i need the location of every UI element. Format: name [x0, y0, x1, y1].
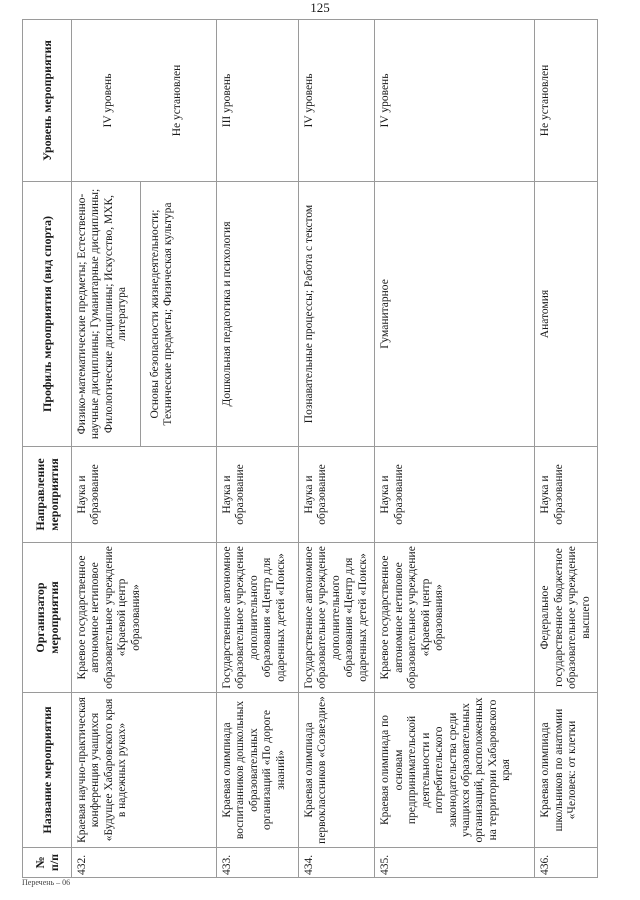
row-number: 432.: [72, 848, 217, 878]
event-profile: Анатомия: [535, 182, 598, 447]
event-profile-part-1: Физико-математические предметы; Естественно-научные дисциплины; Гуманитарные дисциплины; Филологические дисциплины; Искусство, МХК, литература: [76, 188, 129, 440]
event-profile: [72, 182, 217, 447]
header-num: № п/п: [23, 848, 72, 878]
table-header-row: [23, 20, 72, 878]
table-row: [375, 20, 535, 878]
event-name: Краевая олимпиада воспитанников дошкольных образовательных организаций «По дороге знаний»: [217, 693, 299, 848]
event-level: Не установлен: [535, 20, 598, 182]
event-level: IV уровень: [375, 20, 535, 182]
event-direction: Наука и образование: [375, 447, 535, 543]
row-number: 433.: [217, 848, 299, 878]
event-direction: Наука и образование: [535, 447, 598, 543]
event-organizer: Государственное автономное образовательное учреждение дополнительного образования «Центр для одаренных детей «Поиск»: [217, 543, 299, 693]
footer-note: Перечень – 06: [22, 878, 71, 887]
event-profile-part-2: Основы безопасности жизнедеятельности; Технические предметы; Физическая культура: [140, 182, 176, 446]
event-name: Краевая олимпиада по основам предпринимательской деятельности и потребительского законодательства среди учащихся образовательных организаций, расположенных на территории Хабаровского края: [375, 693, 535, 848]
event-level: IV уровень: [299, 20, 375, 182]
row-number: 436.: [535, 848, 598, 878]
event-name: Краевая олимпиада школьников по анатомии «Человек: от клетки: [535, 693, 598, 848]
event-level: [72, 20, 217, 182]
table-row: [535, 20, 598, 878]
header-direction: Направление мероприятия: [23, 447, 72, 543]
event-organizer: Государственное автономное образовательное учреждение дополнительного образования «Центр для одаренных детей «Поиск»: [299, 543, 375, 693]
event-direction: Наука и образование: [72, 447, 217, 543]
event-profile: Дошкольная педагогика и психология: [217, 182, 299, 447]
event-level-part-2: Не установлен: [171, 64, 184, 137]
table-row: [72, 20, 217, 878]
event-direction: Наука и образование: [217, 447, 299, 543]
event-name: Краевая олимпиада первоклассников «Созвездие»: [299, 693, 375, 848]
events-table: [22, 19, 598, 878]
event-profile: Гуманитарное: [375, 182, 535, 447]
row-number: 435.: [375, 848, 535, 878]
table-row: [217, 20, 299, 878]
row-number: 434.: [299, 848, 375, 878]
event-name: Краевая научно-практическая конференция учащихся «Будущее Хабаровского края в надежных руках»: [72, 693, 217, 848]
header-name: Название мероприятия: [23, 693, 72, 848]
event-organizer: Краевое государственное автономное нетиповое образовательное учреждение «Краевой центр образования»: [375, 543, 535, 693]
table-row: [299, 20, 375, 878]
page-number: 125: [310, 0, 330, 15]
event-direction: Наука и образование: [299, 447, 375, 543]
event-level: III уровень: [217, 20, 299, 182]
event-level-part-1: IV уровень: [102, 73, 114, 128]
event-organizer: Краевое государственное автономное нетиповое образовательное учреждение «Краевой центр образования»: [72, 543, 217, 693]
event-profile: Познавательные процессы; Работа с текстом: [299, 182, 375, 447]
event-organizer: Федеральное государственное бюджетное образовательное учреждение высшего: [535, 543, 598, 693]
rotated-table-container: [22, 20, 627, 878]
header-profile: Профиль мероприятия (вид спорта): [23, 182, 72, 447]
header-level: Уровень мероприятия: [23, 20, 72, 182]
header-organizer: Организатор мероприятия: [23, 543, 72, 693]
